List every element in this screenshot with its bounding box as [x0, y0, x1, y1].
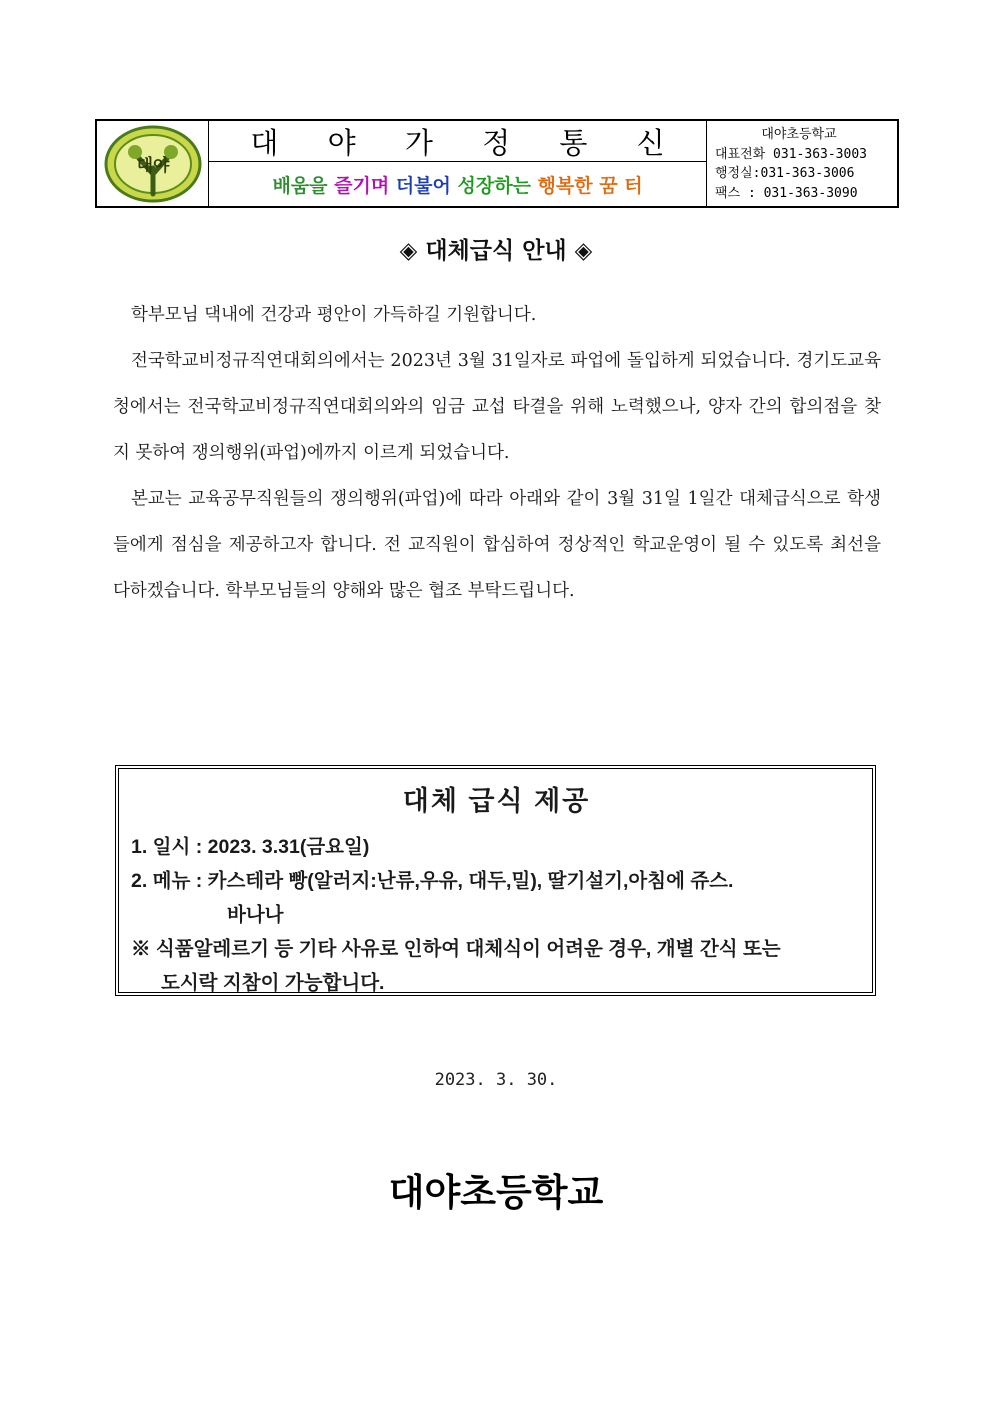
notice-allergy-note-continued: 도시락 지참이 가능합니다. [161, 972, 385, 994]
notice-title: 대체 급식 제공 [402, 786, 591, 816]
document-heading: ◈ 대체급식 안내 ◈ [399, 238, 593, 264]
school-slogan [209, 162, 706, 206]
slogan-segment: 즐기며 [334, 174, 396, 197]
contact-phone: 대표전화 031-363-3003 [715, 146, 867, 162]
meal-notice-inner [118, 768, 873, 993]
meal-notice-box [115, 765, 876, 996]
newsletter-header [95, 119, 899, 208]
school-logo-cell [97, 121, 209, 206]
title-cell [209, 121, 707, 206]
slogan-segment: 배움을 [272, 174, 335, 197]
meal-plan-paragraph: 본교는 교육공무직원들의 쟁의행위(파업)에 따라 아래와 같이 3월 31일 1일간 대체급식으로 학생들에게 점심을 제공하고자 합니다. 전 교직원이 합심하여 정상적인 학교운영이 될 수 있도록 최선을 다하겠습니다. 학부모님들의 양해와 많은 협조 부탁드립니다. [113, 489, 881, 601]
contact-school-name: 대야초등학교 [761, 127, 837, 142]
school-signature: 대야초등학교 [388, 1172, 604, 1213]
logo-text: 대야 [136, 155, 169, 176]
slogan-segment: 성장하는 [457, 174, 538, 197]
notice-menu-line: 2. 메뉴 : 카스테라 빵(알러지:난류,우유, 대두,밀), 딸기설기,아침에 쥬스. [131, 870, 734, 892]
contact-info [707, 121, 897, 206]
contact-fax: 팩스 : 031-363-3090 [715, 185, 858, 201]
notice-allergy-note: ※ 식품알레르기 등 기타 사유로 인하여 대체식이 어려운 경우, 개별 간식 또는 [131, 938, 781, 960]
slogan-segment: 행복한 꿈 터 [537, 174, 643, 197]
letter-body [113, 292, 881, 614]
notice-date-line: 1. 일시 : 2023. 3.31(금요일) [131, 836, 370, 858]
notice-menu-continued: 바나나 [227, 904, 284, 926]
school-logo [103, 124, 203, 204]
newsletter-title: 대 야 가 정 통 신 [209, 121, 706, 162]
strike-info-paragraph: 전국학교비정규직연대회의에서는 2023년 3월 31일자로 파업에 돌입하게 되었습니다. 경기도교육청에서는 전국학교비정규직연대회의와의 임금 교섭 타결을 위해 노력했으나, 양자 간의 합의점을 찾지 못하여 쟁의행위(파업)에까지 이르게 되었습니다. [113, 351, 881, 463]
greeting-paragraph: 학부모님 댁내에 건강과 평안이 가득하길 기원합니다. [131, 305, 537, 325]
document-date: 2023. 3. 30. [434, 1070, 558, 1090]
contact-admin-office: 행정실:031-363-3006 [715, 166, 855, 181]
slogan-segment: 더불어 [395, 174, 458, 197]
